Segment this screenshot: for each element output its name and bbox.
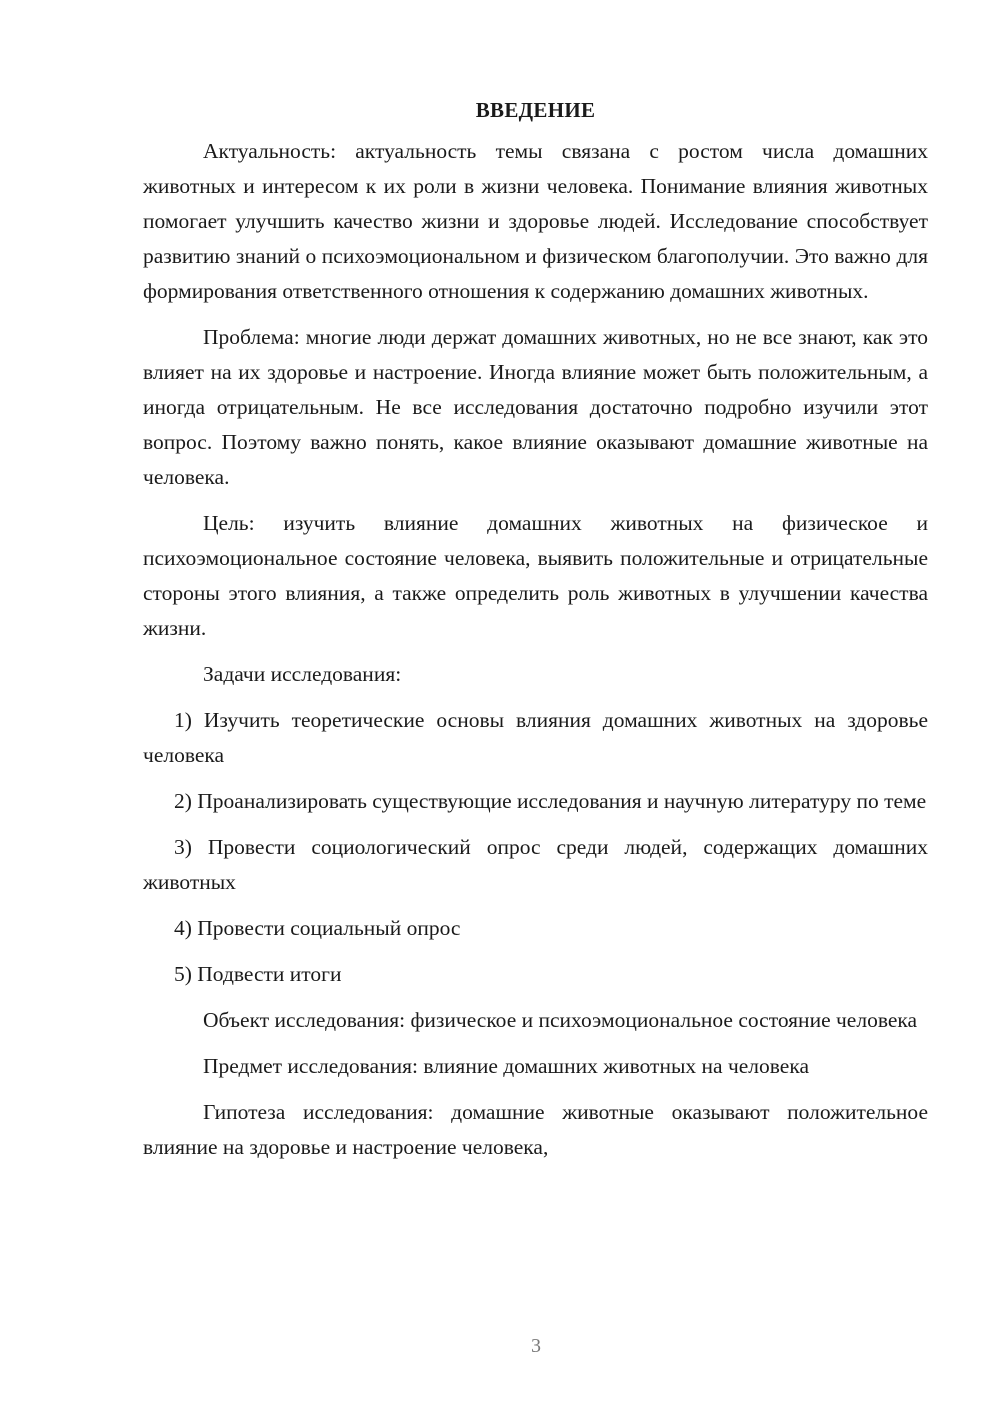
paragraph-object: Объект исследования: физическое и психоэмоциональное состояние человека [203,1008,918,1032]
paragraph-problem: Проблема: многие люди держат домашних животных, но не все знают, как это влияет на их здоровье и настроение. Иногда влияние может быть положительным, а иногда отрицательным. Не все исследования достаточно подробно изучили этот вопрос. Поэтому важно понять, какое влияние оказывают домашние животные на человека. [143,325,928,489]
paragraph-relevance: Актуальность: актуальность темы связана с ростом числа домашних животных и интересом к их роли в жизни человека. Понимание влияния животных помогает улучшить качество жизни и здоровье людей. Исследование способствует развитию знаний о психоэмоциональном и физическом благополучии. Это важно для формирования ответственного отношения к содержанию домашних животных. [143,139,928,303]
section-title: ВВЕДЕНИЕ [475,98,596,122]
paragraph-goal: Цель: изучить влияние домашних животных на физическое и психоэмоциональное состояние человека, выявить положительные и отрицательные стороны этого влияния, а также определить роль животных в улучшении качества жизни. [143,511,928,640]
page-number: 3 [531,1335,541,1357]
task-item-5: 5) Подвести итоги [174,962,342,986]
task-item-1: 1) Изучить теоретические основы влияния домашних животных на здоровье человека [143,708,928,767]
task-item-2: 2) Проанализировать существующие исследования и научную литературу по теме [174,789,927,813]
task-item-4: 4) Провести социальный опрос [174,916,461,940]
tasks-heading: Задачи исследования: [203,662,402,686]
paragraph-hypothesis: Гипотеза исследования: домашние животные оказывают положительное влияние на здоровье и настроение человека, [143,1100,928,1159]
task-item-3: 3) Провести социологический опрос среди людей, содержащих домашних животных [143,835,928,894]
page-content [143,96,928,1176]
paragraph-subject: Предмет исследования: влияние домашних животных на человека [203,1054,810,1078]
